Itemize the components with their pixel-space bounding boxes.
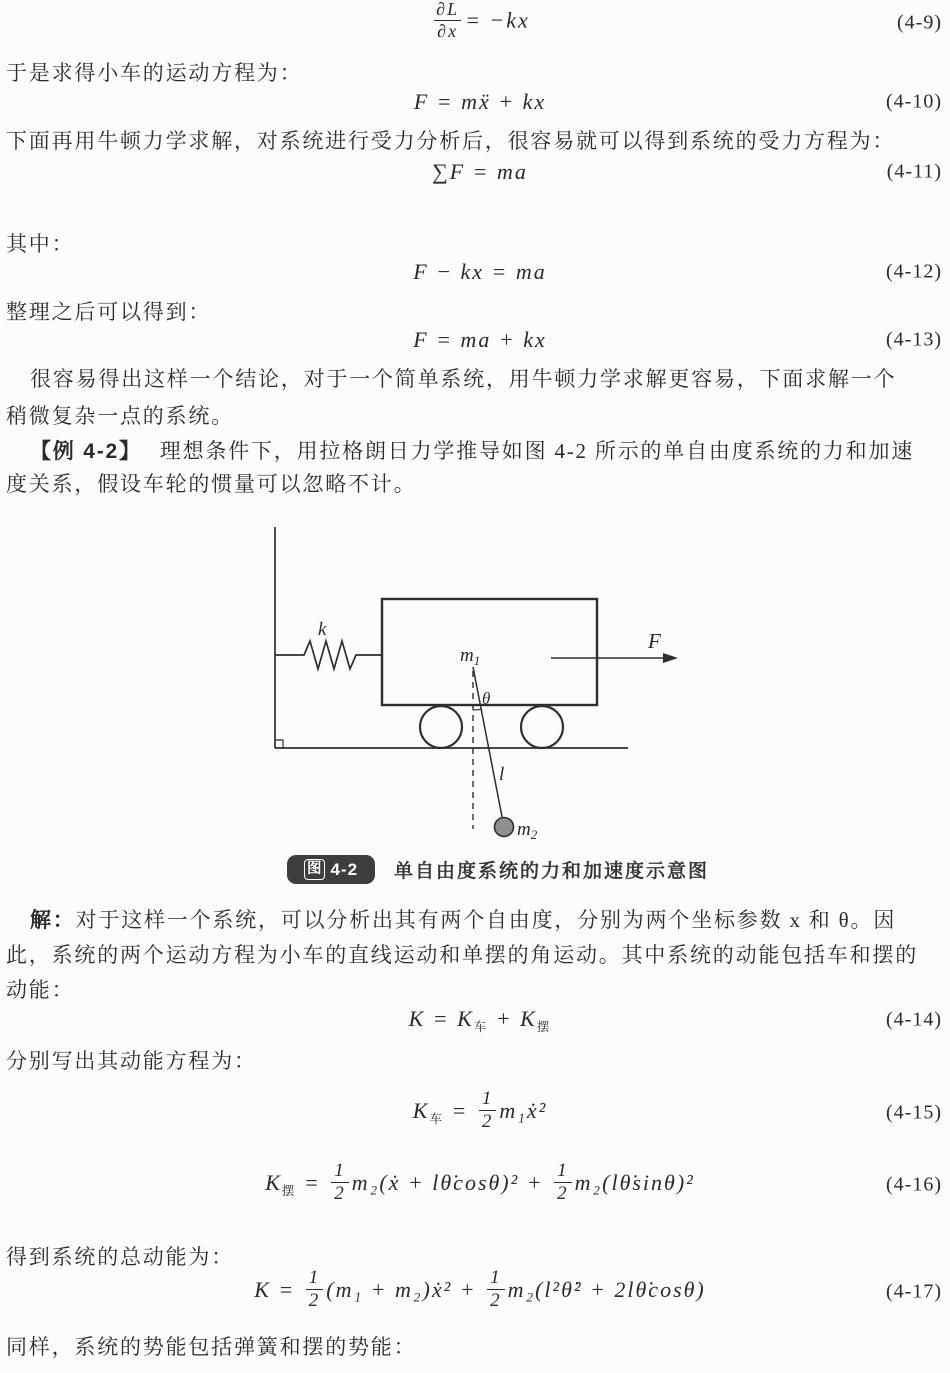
pendulum-bob bbox=[495, 818, 514, 837]
equation-4-9 bbox=[0, 0, 950, 46]
paragraph-line bbox=[6, 1331, 416, 1361]
equation-4-13 bbox=[0, 324, 950, 356]
equation-part: + bbox=[519, 1170, 552, 1196]
equation-number: (4-16) bbox=[886, 1173, 942, 1196]
fraction bbox=[433, 0, 462, 41]
equation-number: (4-10) bbox=[886, 90, 942, 113]
equation-part: + K bbox=[488, 1005, 537, 1031]
equation-4-15 bbox=[0, 1085, 950, 1141]
fraction-denominator: ∂x bbox=[434, 20, 461, 41]
figure-caption-badge bbox=[287, 855, 375, 884]
fraction-denominator: 2 bbox=[554, 1182, 572, 1204]
paragraph-line bbox=[6, 1045, 257, 1075]
equation-number: (4-14) bbox=[886, 1008, 942, 1031]
equation-4-11 bbox=[0, 156, 950, 188]
wheel-right bbox=[521, 706, 563, 748]
subscript-pendulum: 摆 bbox=[281, 1184, 295, 1199]
equation-4-17 bbox=[0, 1264, 950, 1320]
equation-part: m₁ẋ² bbox=[499, 1098, 548, 1124]
equation-part: = bbox=[296, 1170, 329, 1196]
equation-number: (4-17) bbox=[886, 1280, 942, 1303]
paragraph-line bbox=[6, 363, 896, 393]
rod-length-label: l bbox=[499, 764, 505, 785]
equation-part: K = K bbox=[408, 1005, 474, 1031]
fraction-numerator: 1 bbox=[481, 1088, 494, 1110]
equation-part: K = bbox=[254, 1277, 303, 1303]
paragraph-text: 同样，系统的势能包括弹簧和摆的势能： bbox=[6, 1335, 417, 1359]
equation-number: (4-13) bbox=[886, 328, 942, 351]
example-label: 【例 4-2】 bbox=[30, 440, 142, 463]
equation-number: (4-12) bbox=[886, 260, 942, 283]
fraction-numerator: 1 bbox=[334, 1160, 346, 1182]
paragraph-line bbox=[6, 57, 302, 87]
spring-constant-label: k bbox=[318, 619, 327, 640]
equation-part: = bbox=[443, 1098, 476, 1124]
cart-pendulum-diagram bbox=[260, 513, 690, 853]
fraction bbox=[554, 1160, 572, 1204]
fraction-denominator: 2 bbox=[479, 1110, 497, 1132]
paragraph-text: 下面再用牛顿力学求解，对系统进行受力分析后，很容易就可以得到系统的受力方程为： bbox=[6, 129, 896, 153]
equation-part: + bbox=[452, 1277, 485, 1303]
equation-4-14-body bbox=[409, 1006, 552, 1035]
equation-4-11-body: ∑F = ma bbox=[432, 159, 528, 184]
subscript-pendulum: 摆 bbox=[536, 1019, 550, 1034]
figure-caption-text: 单自由度系统的力和加速度示意图 bbox=[394, 861, 710, 882]
fraction-denominator: 2 bbox=[487, 1289, 505, 1311]
subscript-cart: 车 bbox=[429, 1112, 442, 1127]
equation-part: m₂(ẋ + lθ̇cosθ)² bbox=[351, 1170, 520, 1196]
force-arrow-head bbox=[663, 653, 678, 663]
right-angle-mark bbox=[275, 740, 283, 748]
equation-part: m₂(lθ̇sinθ)² bbox=[574, 1170, 695, 1196]
fraction-numerator: ∂L bbox=[436, 0, 460, 20]
equation-part: K bbox=[412, 1098, 430, 1124]
fraction-numerator: 1 bbox=[308, 1267, 321, 1289]
equation-part: m₂(l²θ̇² + 2lθ̇cosθ) bbox=[507, 1277, 706, 1303]
equation-rhs: = −kx bbox=[465, 8, 530, 34]
theta-label: θ bbox=[482, 689, 491, 708]
fraction bbox=[479, 1088, 497, 1132]
paragraph-text: 很容易得出这样一个结论，对于一个简单系统，用牛顿力学求解更容易，下面求解一个 bbox=[30, 367, 897, 391]
bob-mass-label: $m_2$ bbox=[517, 819, 538, 842]
equation-number: (4-15) bbox=[886, 1101, 942, 1124]
force-label: F bbox=[648, 629, 661, 653]
paragraph-text: 其中： bbox=[6, 232, 75, 256]
fraction-denominator: 2 bbox=[331, 1182, 349, 1204]
paragraph-line bbox=[6, 296, 211, 326]
equation-part: (m₁ + m₂)ẋ² bbox=[326, 1277, 453, 1303]
paragraph-line bbox=[6, 125, 895, 155]
fraction-numerator: 1 bbox=[557, 1160, 569, 1182]
paragraph-text: 稍微复杂一点的系统。 bbox=[6, 404, 234, 428]
solution-line bbox=[6, 939, 918, 969]
paragraph-text: 理想条件下，用拉格朗日力学推导如图 4-2 所示的单自由度系统的力和加速 bbox=[159, 439, 915, 463]
cart-mass-label: $m_1$ bbox=[460, 645, 481, 668]
equation-4-10-body: F = mẍ + kx bbox=[413, 89, 547, 114]
paragraph-text: 整理之后可以得到： bbox=[6, 300, 212, 324]
subscript-cart: 车 bbox=[473, 1019, 487, 1034]
equation-part: K bbox=[265, 1170, 282, 1196]
equation-4-15-body bbox=[412, 1088, 548, 1135]
example-heading-line bbox=[6, 435, 914, 465]
equation-4-10 bbox=[0, 86, 950, 118]
equation-4-17-body bbox=[254, 1267, 706, 1314]
figure-4-2 bbox=[260, 513, 690, 853]
paragraph-text: 于是求得小车的运动方程为： bbox=[6, 61, 303, 85]
equation-4-14 bbox=[0, 1004, 950, 1036]
solution-line bbox=[6, 904, 896, 934]
solution-label: 解： bbox=[30, 909, 76, 932]
equation-number: (4-9) bbox=[897, 11, 942, 34]
fraction bbox=[306, 1267, 324, 1311]
equation-4-12 bbox=[0, 256, 950, 288]
spring bbox=[275, 641, 382, 669]
fraction bbox=[331, 1160, 349, 1204]
equation-4-12-body: F − kx = ma bbox=[413, 259, 547, 284]
paragraph-text: 此，系统的两个运动方程为小车的直线运动和单摆的角运动。其中系统的动能包括车和摆的 bbox=[6, 943, 918, 967]
equation-4-16-body bbox=[265, 1160, 695, 1207]
paragraph-line bbox=[6, 468, 416, 498]
equation-4-9-body bbox=[430, 2, 530, 43]
theta-arc bbox=[473, 709, 481, 710]
equation-number: (4-11) bbox=[886, 160, 942, 183]
solution-line bbox=[6, 974, 74, 1004]
paragraph-text: 度关系，假设车轮的惯量可以忽略不计。 bbox=[6, 472, 417, 496]
equation-4-13-body: F = ma + kx bbox=[413, 327, 547, 352]
figure-badge-character: 图 bbox=[304, 859, 326, 879]
paragraph-line bbox=[6, 400, 234, 430]
paragraph-text: 得到系统的总动能为： bbox=[6, 1245, 234, 1269]
fraction-denominator: 2 bbox=[306, 1289, 324, 1311]
fraction-numerator: 1 bbox=[490, 1267, 502, 1289]
paragraph-line bbox=[6, 228, 74, 258]
fraction bbox=[487, 1267, 505, 1311]
paragraph-text: 分别写出其动能方程为： bbox=[6, 1049, 257, 1073]
equation-4-16 bbox=[0, 1157, 950, 1213]
figure-badge-number: 4-2 bbox=[330, 859, 359, 879]
paragraph-text: 动能： bbox=[6, 978, 75, 1002]
paragraph-text: 对于这样一个系统，可以分析出其有两个自由度，分别为两个坐标参数 x 和 θ。因 bbox=[75, 908, 897, 932]
wheel-left bbox=[420, 706, 462, 748]
